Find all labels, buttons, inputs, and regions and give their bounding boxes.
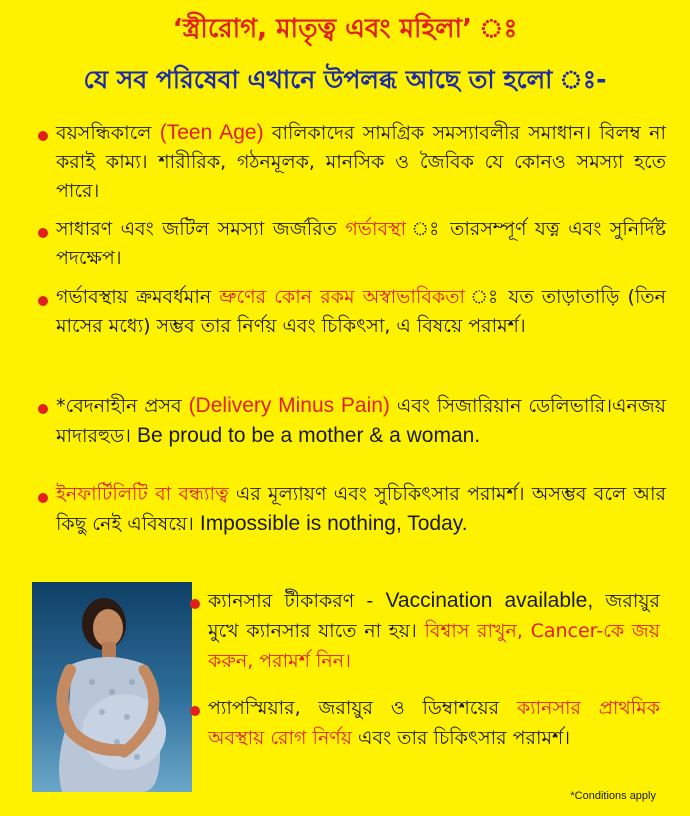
bullet-icon [38, 493, 48, 503]
bullet-icon [38, 296, 48, 306]
item-highlight: ক্যানসার প্রাথমিক অবস্থায় রোগ নির্ণয় [208, 697, 660, 749]
item-highlight: ভ্রুণের কোন রকম অস্বাভাবিকতা [219, 286, 465, 308]
service-item-infertility [56, 480, 666, 539]
item-english-text: Be proud to be a mother & a woman. [136, 424, 481, 447]
item-text: ঃ যত তাড়াতাড়ি (তিন মাসের মধ্যে) সম্ভব তার নির্ণয় এবং চিকিৎসা, এ বিষয়ে পরামর্শ। [56, 286, 666, 337]
item-text: *বেদনাহীন প্রসব [56, 395, 189, 417]
item-text: গর্ভাবস্থায় ক্রমবর্ধমান [56, 286, 220, 308]
bullet-icon [38, 131, 48, 141]
item-text: এবং তার চিকিৎসার পরামর্শ। [351, 727, 571, 749]
item-highlight: গর্ভাবস্থা [345, 218, 407, 240]
item-text: জরায়ুর মুখে ক্যানসার যাতে না হয়। [208, 590, 660, 642]
item-text: প্যাপস্মিয়ার, জরায়ুর ও ডিম্বাশয়ের [208, 697, 517, 719]
item-highlight: বিশ্বাস রাখুন, Cancer-কে জয় করুন, পরামর্শ নিন। [208, 620, 660, 672]
item-text: ঃ তারসম্পূর্ণ যত্ন এবং সুনির্দিষ্ট পদক্ষেপ। [56, 218, 666, 269]
bullet-icon [190, 706, 200, 716]
item-text: এর মূল্যায়ণ এবং সুচিকিৎসার পরামর্শ। অসম্ভব বলে আর কিছু নেই এবিষয়ে। [56, 483, 667, 535]
service-item-teen-age [56, 118, 666, 206]
item-highlight: (Delivery Minus Pain) [188, 394, 390, 417]
item-english-text: Impossible is nothing, Today. [199, 512, 468, 535]
item-text: বালিকাদের সামগ্রিক সমস্যাবলীর সমাধান। বিলম্ব না করাই কাম্য। শারীরিক, গঠনমূলক, মানসিক ও জৈবিক যে কোনও সমস্যা হতে পারে। [56, 122, 666, 202]
item-text: ক্যানসার টীকাকরণ - [208, 590, 386, 612]
item-english-text: Vaccination available, [385, 589, 594, 612]
service-item-painless-delivery [56, 391, 666, 451]
item-text: এবং সিজারিয়ান ডেলিভারি।এনজয় মাদারহুড। [56, 395, 666, 447]
footnote-conditions: *Conditions apply [570, 790, 656, 802]
bullet-icon [38, 404, 48, 414]
item-highlight: ইনফার্টিলিটি বা বন্ধ্যাত্ব [56, 483, 229, 505]
item-highlight: (Teen Age) [159, 121, 264, 144]
heading-line-2: যে সব পরিষেবা এখানে উপলব্ধ আছে তা হলো ঃ- [83, 65, 607, 94]
bullet-icon [38, 228, 48, 238]
item-text: বয়সন্ধিকালে [56, 122, 160, 144]
service-item-pap-smear [208, 693, 660, 753]
heading-line-1: ‘স্ত্রীরোগ, মাতৃত্ব এবং মহিলা’ ঃ [172, 14, 518, 44]
item-text: সাধারণ এবং জটিল সমস্যা জর্জরিত [56, 218, 346, 240]
service-item-fetal-anomaly [56, 283, 666, 341]
bullet-icon [190, 599, 200, 609]
service-item-pregnancy [56, 215, 666, 273]
service-item-cancer-vaccination [208, 586, 660, 676]
pregnant-woman-photo [32, 582, 192, 792]
